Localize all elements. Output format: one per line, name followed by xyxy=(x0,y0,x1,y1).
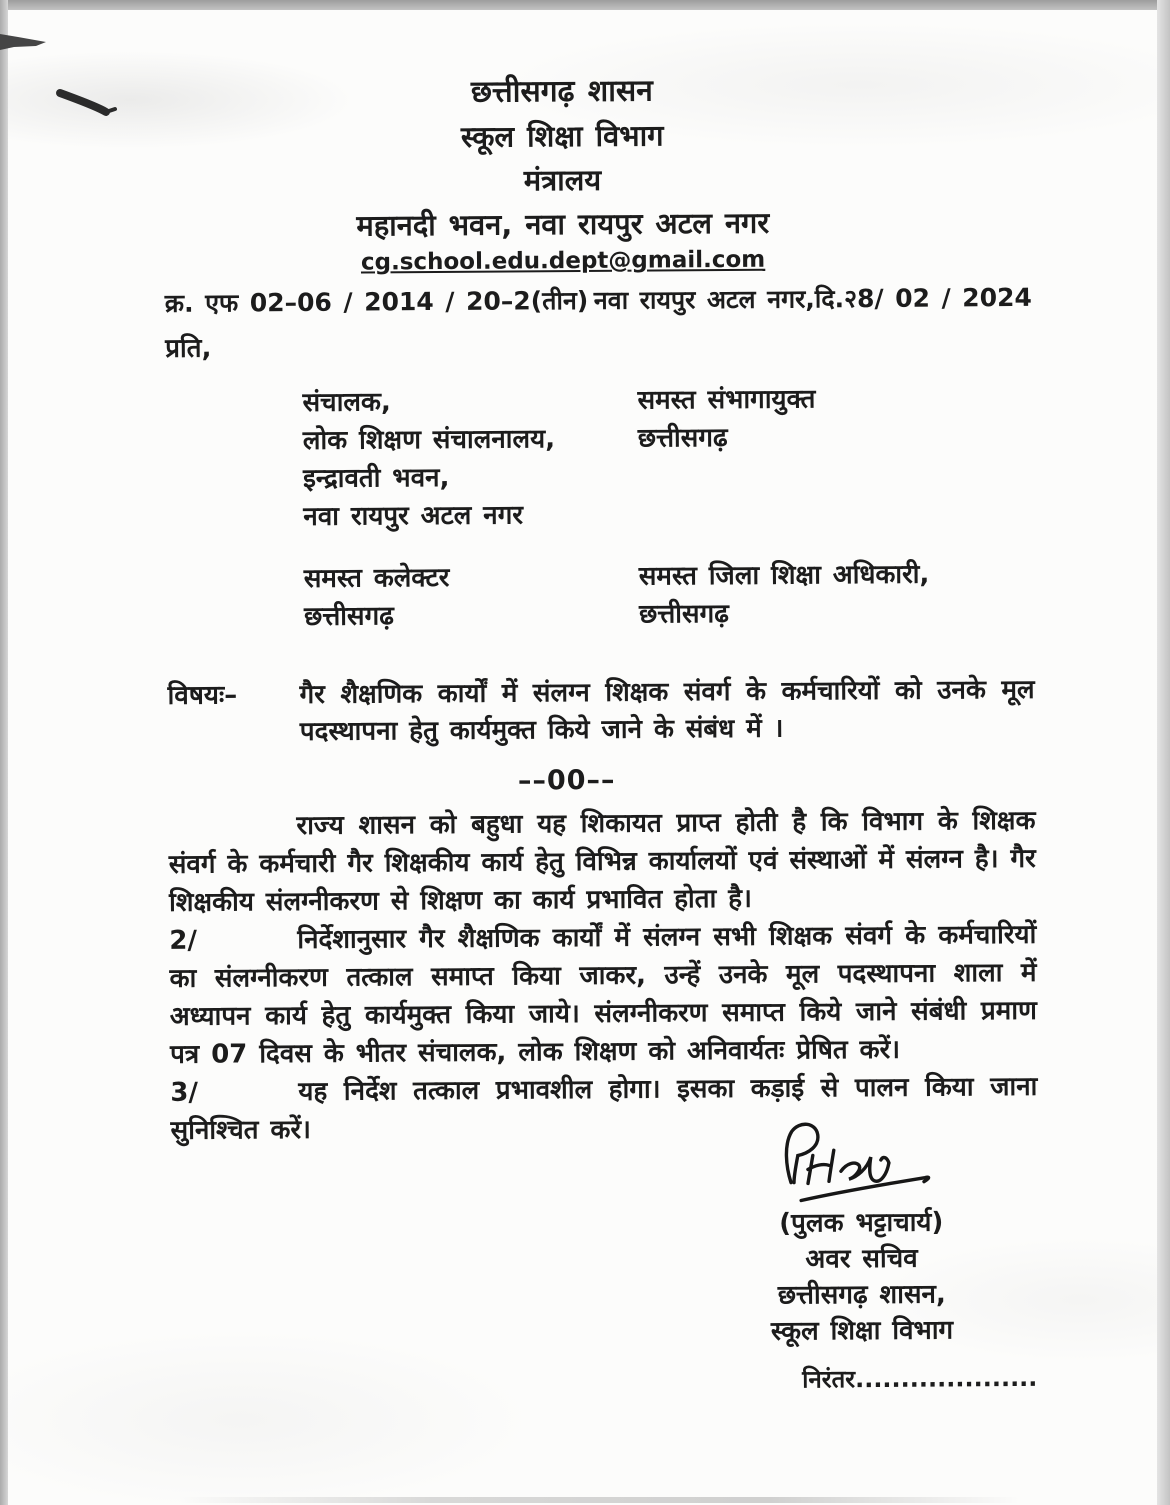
body-paragraph-2 xyxy=(169,916,1037,1074)
subject-row xyxy=(167,672,1034,752)
signatory-designation: अवर सचिव xyxy=(805,1243,918,1275)
letterhead-department: स्कूल शिक्षा विभाग xyxy=(460,118,664,154)
addressee-block2-left xyxy=(304,558,640,636)
addressee-line: इन्द्रावती भवन, xyxy=(302,462,450,494)
separator-mark: ––00–– xyxy=(517,764,616,797)
addressee-line: समस्त कलेक्टर xyxy=(303,562,450,594)
paragraph-number-2: 2/ xyxy=(169,925,198,956)
body-paragraph-1: राज्य शासन को बहुधा यह शिकायत प्राप्त होती है कि विभाग के शिक्षक संवर्ग के कर्मचारी गैर शिक्षकीय कार्य हेतु विभिन्न कार्यालयों एवं संस्थाओं में संलग्न है। गैर शिक्षकीय संलग्नीकरण से शिक्षण का कार्य प्रभावित होता है। xyxy=(168,805,1036,918)
reference-number: क्र. एफ 02–06 / 2014 / 20–2(तीन) xyxy=(164,285,589,318)
letterhead xyxy=(93,67,1031,281)
letterhead-address: महानदी भवन, नवा रायपुर अटल नगर xyxy=(356,205,770,243)
body-paragraph-3-text: यह निर्देश तत्काल प्रभावशील होगा। इसका कड़ाई से पालन किया जाना सुनिश्चित करें। xyxy=(170,1071,1038,1146)
reference-place-date: नवा रायपुर अटल नगर,दि.२8/ 02 / 2024 xyxy=(593,282,1032,315)
paragraph-number-3: 3/ xyxy=(170,1077,199,1108)
salutation: प्रति, xyxy=(165,333,212,364)
signatory-name: (पुलक भट्टाचार्य) xyxy=(779,1207,944,1239)
signatory-block xyxy=(696,1204,1027,1350)
signatory-org-line2: स्कूल शिक्षा विभाग xyxy=(770,1315,954,1347)
signatory-org-line1: छत्तीसगढ़ शासन, xyxy=(777,1279,946,1311)
addressee-line: छत्तीसगढ़ xyxy=(637,422,728,454)
letterhead-ministry: मंत्रालय xyxy=(523,162,602,198)
addressee-block2-right xyxy=(639,555,1035,634)
addressee-line: छत्तीसगढ़ xyxy=(638,598,729,630)
addressee-line: समस्त संभागायुक्त xyxy=(637,384,816,416)
addressee-line: लोक शिक्षण संचालनालय, xyxy=(302,424,556,456)
body-paragraph-2-text: निर्देशानुसार गैर शैक्षणिक कार्यों में संलग्न सभी शिक्षक संवर्ग के कर्मचारियों का संलग्नीकरण तत्काल समाप्त किया जाकर, उन्हें उनके मूल पदस्थापना शाला में अध्यापन कार्य हेतु कार्यमुक्त किया जाये। संलग्नीकरण समाप्त किये जाने संबंधी प्रमाण पत्र 07 दिवस के भीतर संचालक, लोक शिक्षण को अनिवार्यतः प्रेषित करें। xyxy=(169,919,1037,1070)
handwritten-signature xyxy=(771,1119,952,1220)
addressee-line: समस्त जिला शिक्षा अधिकारी, xyxy=(638,559,930,592)
addressee-line: नवा रायपुर अटल नगर xyxy=(303,500,524,532)
addressee-block1-right xyxy=(637,379,1033,534)
continuation-note: निरंतर.................... xyxy=(802,1363,1038,1394)
addressee-line: छत्तीसगढ़ xyxy=(303,601,394,632)
addressee-line: संचालक, xyxy=(302,387,391,418)
subject-text: गैर शैक्षणिक कार्यों में संलग्न शिक्षक संवर्ग के कर्मचारियों को उनके मूल पदस्थापना हेतु कार्यमुक्त किये जाने के संबंध में । xyxy=(299,674,1035,747)
addressee-section xyxy=(302,379,1034,636)
letterhead-government: छत्तीसगढ़ शासन xyxy=(470,73,654,110)
reference-row xyxy=(165,281,1032,321)
letterhead-email: cg.school.edu.dept@gmail.com xyxy=(360,246,766,276)
subject-label: विषयः– xyxy=(167,680,238,711)
addressee-block1-left xyxy=(302,382,638,536)
